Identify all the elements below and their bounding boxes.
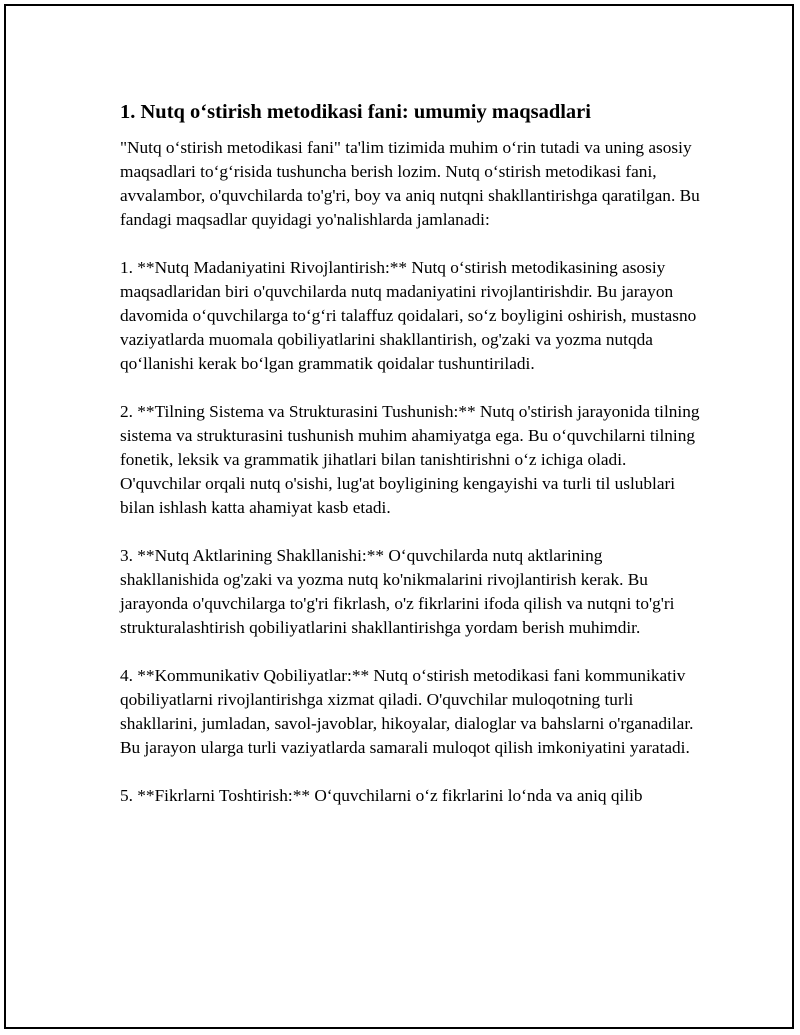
point-2-paragraph: 2. **Tilning Sistema va Strukturasini Tushunish:** Nutq o'stirish jarayonida tilning sistema va strukturasini tushunish muhim ahamiyatga ega. Bu o‘quvchilarni tilning fonetik, leksik va grammatik jihatlari bilan tanishtirishni o‘z ichiga oladi. O'quvchilar orqali nutq o'sishi, lug'at boyligining kengayishi va turli til uslublari bilan ishlash katta ahamiyat kasb etadi. (120, 402, 700, 517)
point-1-paragraph: 1. **Nutq Madaniyatini Rivojlantirish:** Nutq o‘stirish metodikasining asosiy maqsadlaridan biri o'quvchilarda nutq madaniyatini rivojlantirishdir. Bu jarayon davomida o‘quvchilarga to‘g‘ri talaffuz qoidalari, so‘z boyligini oshirish, mustasno vaziyatlarda muomala qobiliyatlarini shakllantirish, og'zaki va yozma nutqda qo‘llanishi kerak bo‘lgan grammatik qoidalar tushuntiriladi. (120, 258, 697, 373)
point-5-paragraph: 5. **Fikrlarni Toshtirish:** O‘quvchilarni o‘z fikrlarini lo‘nda va aniq qilib (120, 786, 643, 805)
document-page (4, 4, 794, 1029)
section-title: 1. Nutq o‘stirish metodikasi fani: umumiy maqsadlari (120, 101, 591, 123)
point-4-paragraph: 4. **Kommunikativ Qobiliyatlar:** Nutq o‘stirish metodikasi fani kommunikativ qobiliyatlarni rivojlantirishga xizmat qiladi. O'quvchilar muloqotning turli shakllarini, jumladan, savol-javoblar, hikoyalar, dialoglar va bahslarni o'rganadilar. Bu jarayon ularga turli vaziyatlarda samarali muloqot qilish imkoniyatini yaratadi. (120, 666, 694, 757)
point-3-paragraph: 3. **Nutq Aktlarining Shakllanishi:** O‘quvchilarda nutq aktlarining shakllanishida og'zaki va yozma nutq ko'nikmalarini rivojlantirish kerak. Bu jarayonda o'quvchilarga to'g'ri fikrlash, o'z fikrlarini ifoda qilish va nutqni to'g'ri strukturalashtirish qobiliyatlarini shakllantirishga yordam berish muhimdir. (120, 546, 675, 637)
intro-paragraph: "Nutq o‘stirish metodikasi fani" ta'lim tizimida muhim o‘rin tutadi va uning asosiy maqsadlari to‘g‘risida tushuncha berish lozim. Nutq o‘stirish metodikasi fani, avvalambor, o'quvchilarda to'g'ri, boy va aniq nutqni shakllantirishga qaratilgan. Bu fandagi maqsadlar quyidagi yo'nalishlarda jamlanadi: (120, 138, 700, 229)
document-content (120, 98, 700, 832)
